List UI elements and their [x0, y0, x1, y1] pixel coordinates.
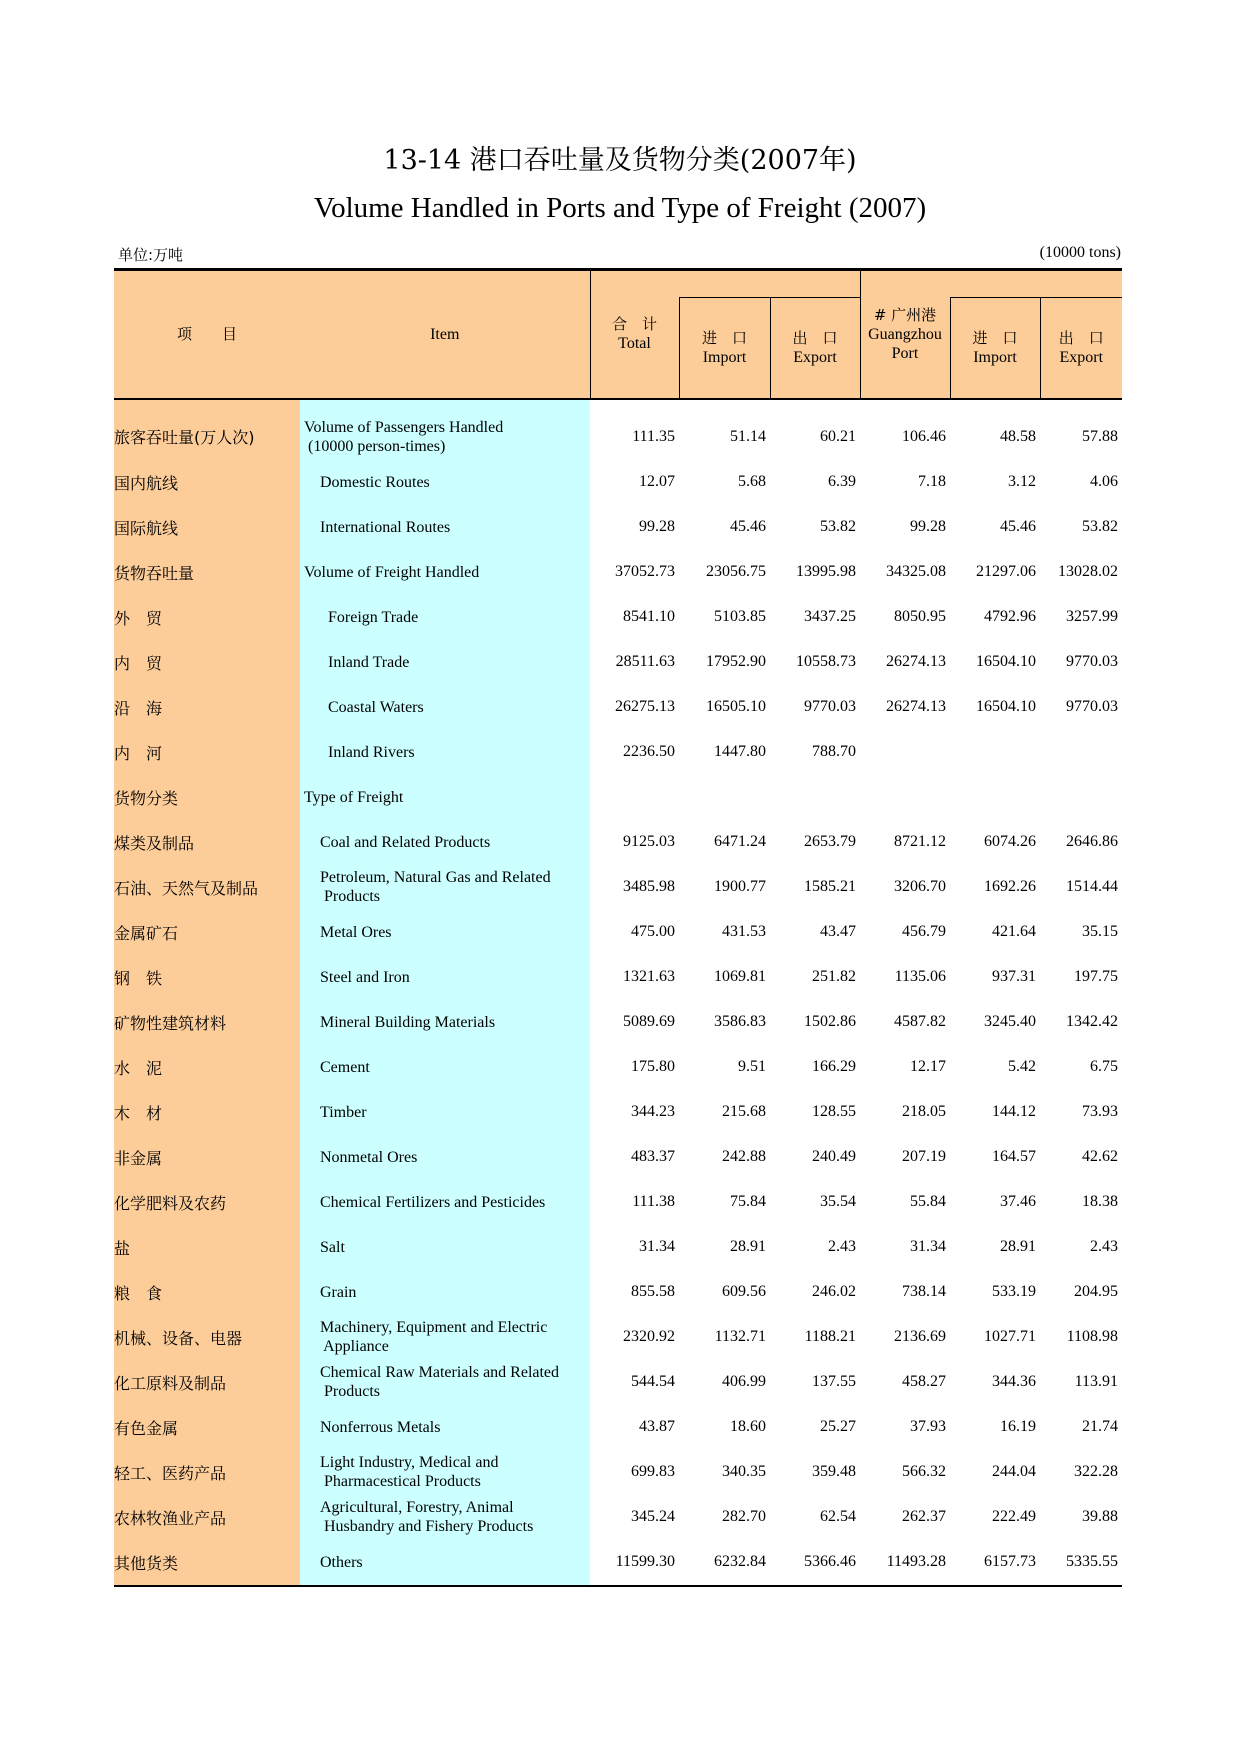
row-label-cn: 非金属 — [114, 1135, 300, 1180]
cell-total: 5089.69 — [623, 1013, 675, 1030]
cell-port-import: 21297.06 — [976, 563, 1036, 580]
cell-total: 28511.63 — [615, 653, 675, 670]
row-label-en-line1: Volume of Passengers Handled — [304, 418, 504, 436]
cell-export: 788.70 — [812, 743, 856, 760]
cell-total: 111.38 — [632, 1193, 675, 1210]
table-header — [114, 270, 1122, 399]
cell-port-import — [950, 775, 1040, 820]
cell-import: 340.35 — [722, 1463, 766, 1480]
cell-export: 1188.21 — [804, 1328, 856, 1345]
cell-port-export: 42.62 — [1082, 1148, 1118, 1165]
cell-port-import: 1692.26 — [984, 878, 1036, 895]
cell-import: 215.68 — [722, 1103, 766, 1120]
cell-total: 2236.50 — [623, 743, 675, 760]
cell-import: 5.68 — [738, 473, 766, 490]
cell-port-import: 16.19 — [1000, 1418, 1036, 1435]
cell-total: 31.34 — [639, 1238, 675, 1255]
cell-total: 175.80 — [631, 1058, 675, 1075]
row-label-cn: 轻工、医药产品 — [114, 1450, 300, 1495]
cell-port-export: 4.06 — [1090, 473, 1118, 490]
row-label-en — [300, 1495, 590, 1540]
cell-port-total: 207.19 — [902, 1148, 946, 1165]
cell-export: 166.29 — [812, 1058, 856, 1075]
row-label-en — [300, 460, 590, 505]
table-row — [114, 550, 1122, 595]
table-row — [114, 460, 1122, 505]
cell-import: 18.60 — [730, 1418, 766, 1435]
row-label-cn: 水 泥 — [114, 1045, 300, 1090]
row-label-en — [300, 685, 590, 730]
cell-port-import: 344.36 — [992, 1373, 1036, 1390]
table-row — [114, 1270, 1122, 1315]
cell-port-total: 566.32 — [902, 1463, 946, 1480]
row-label-en — [300, 1180, 590, 1225]
cell-total: 26275.13 — [615, 698, 675, 715]
cell-export: 128.55 — [812, 1103, 856, 1120]
row-label-cn: 煤类及制品 — [114, 820, 300, 865]
cell-port-export: 18.38 — [1082, 1193, 1118, 1210]
cell-port-export: 322.28 — [1074, 1463, 1118, 1480]
row-label-cn: 石油、天然气及制品 — [114, 865, 300, 910]
row-label-en-line1: Petroleum, Natural Gas and Related — [320, 869, 551, 886]
row-label-en — [300, 595, 590, 640]
port-volume-table — [114, 268, 1122, 1587]
cell-port-import: 421.64 — [992, 923, 1036, 940]
header-total — [590, 270, 679, 399]
row-label-en — [300, 1405, 590, 1450]
table-row — [114, 865, 1122, 910]
row-label-en — [300, 1540, 590, 1586]
cell-port-import: 1027.71 — [984, 1328, 1036, 1345]
cell-total: 475.00 — [631, 923, 675, 940]
unit-label-en: (10000 tons) — [1039, 244, 1121, 261]
row-label-en-line1: Timber — [320, 1103, 367, 1121]
row-label-cn: 钢 铁 — [114, 955, 300, 1000]
table-row — [114, 505, 1122, 550]
cell-import: 16505.10 — [706, 698, 766, 715]
cell-export: 25.27 — [820, 1418, 856, 1435]
header-import-2-cn: 进 口 — [972, 328, 1018, 347]
row-label-en-line1: Type of Freight — [304, 788, 404, 806]
row-label-en-line1: Grain — [320, 1283, 357, 1301]
cell-export: 1502.86 — [804, 1013, 856, 1030]
header-total-cn: 合 计 — [611, 315, 657, 334]
row-label-en — [300, 1090, 590, 1135]
cell-total — [590, 775, 679, 820]
cell-import: 1447.80 — [714, 743, 766, 760]
cell-import: 75.84 — [730, 1193, 766, 1210]
cell-export: 2653.79 — [804, 833, 856, 850]
cell-port-total: 262.37 — [902, 1508, 946, 1525]
table-row — [114, 685, 1122, 730]
cell-port-export: 2.43 — [1090, 1238, 1118, 1255]
row-label-en-line1: Inland Trade — [328, 653, 410, 671]
cell-port-import: 144.12 — [992, 1103, 1036, 1120]
row-label-en — [300, 910, 590, 955]
row-label-cn: 盐 — [114, 1225, 300, 1270]
cell-port-import: 6157.73 — [950, 1540, 1040, 1586]
table-row — [114, 1045, 1122, 1090]
cell-port-export: 1342.42 — [1066, 1013, 1118, 1030]
cell-export: 2.43 — [828, 1238, 856, 1255]
row-label-cn: 化工原料及制品 — [114, 1360, 300, 1405]
cell-export: 6.39 — [828, 473, 856, 490]
row-label-cn: 机械、设备、电器 — [114, 1315, 300, 1360]
header-import-1-en: Import — [702, 348, 747, 366]
cell-total: 8541.10 — [623, 608, 675, 625]
cell-port-total: 12.17 — [910, 1058, 946, 1075]
row-label-cn: 农林牧渔业产品 — [114, 1495, 300, 1540]
cell-import: 23056.75 — [706, 563, 766, 580]
cell-total: 37052.73 — [615, 563, 675, 580]
cell-total: 345.24 — [631, 1508, 675, 1525]
cell-export: 246.02 — [812, 1283, 856, 1300]
cell-import: 282.70 — [722, 1508, 766, 1525]
row-label-en — [300, 955, 590, 1000]
row-label-cn: 粮 食 — [114, 1270, 300, 1315]
cell-import: 609.56 — [722, 1283, 766, 1300]
cell-export — [770, 775, 860, 820]
cell-port-total: 8050.95 — [894, 608, 946, 625]
header-import-2 — [950, 298, 1040, 399]
header-import-1-cn: 进 口 — [701, 328, 747, 347]
cell-port-export: 204.95 — [1074, 1283, 1118, 1300]
cell-total: 9125.03 — [623, 833, 675, 850]
cell-port-total: 31.34 — [910, 1238, 946, 1255]
cell-import: 1132.71 — [714, 1328, 766, 1345]
page-title-en: Volume Handled in Ports and Type of Freight (2007) — [313, 192, 927, 224]
row-label-en-line1: Steel and Iron — [320, 968, 410, 986]
row-label-en-line1: Salt — [320, 1238, 345, 1256]
table-row — [114, 1360, 1122, 1405]
row-label-en-line1: Light Industry, Medical and — [320, 1454, 499, 1471]
cell-port-total: 7.18 — [918, 473, 946, 490]
cell-port-total — [860, 775, 950, 820]
table-row — [114, 1540, 1122, 1586]
row-label-en-line2: Husbandry and Fishery Products — [320, 1518, 534, 1535]
cell-import: 28.91 — [730, 1238, 766, 1255]
unit-label-cn: 单位:万吨 — [118, 246, 184, 264]
cell-total: 99.28 — [639, 518, 675, 535]
cell-port-export: 1514.44 — [1066, 878, 1118, 895]
table-row — [114, 955, 1122, 1000]
cell-import: 6232.84 — [679, 1540, 770, 1586]
cell-export: 1585.21 — [804, 878, 856, 895]
row-label-en-line1: Nonferrous Metals — [320, 1418, 441, 1436]
cell-port-export: 53.82 — [1082, 518, 1118, 535]
header-item-en: Item — [300, 270, 590, 399]
row-label-en — [300, 399, 590, 460]
cell-port-total: 55.84 — [910, 1193, 946, 1210]
cell-port-export: 73.93 — [1082, 1103, 1118, 1120]
header-spacer-1 — [679, 270, 860, 298]
cell-port-import: 28.91 — [1000, 1238, 1036, 1255]
header-export-2-en: Export — [1059, 348, 1104, 366]
cell-import: 3586.83 — [714, 1013, 766, 1030]
row-label-en — [300, 775, 590, 820]
row-label-cn: 内 河 — [114, 730, 300, 775]
row-label-en-line2: Pharmacestical Products — [320, 1473, 481, 1490]
cell-port-export: 113.91 — [1074, 1373, 1118, 1390]
cell-port-total: 99.28 — [910, 518, 946, 535]
cell-port-total: 34325.08 — [886, 563, 946, 580]
row-label-cn: 旅客吞吐量(万人次) — [114, 399, 300, 460]
cell-total: 11599.30 — [590, 1540, 679, 1586]
cell-import: 45.46 — [730, 518, 766, 535]
table-row — [114, 1135, 1122, 1180]
cell-port-total: 37.93 — [910, 1418, 946, 1435]
cell-port-import: 37.46 — [1000, 1193, 1036, 1210]
cell-port-export: 39.88 — [1082, 1508, 1118, 1525]
cell-port-export: 3257.99 — [1066, 608, 1118, 625]
cell-export: 137.55 — [812, 1373, 856, 1390]
row-label-cn: 其他货类 — [114, 1540, 300, 1586]
cell-port-import: 164.57 — [992, 1148, 1036, 1165]
cell-export: 35.54 — [820, 1193, 856, 1210]
header-port-en1: Guangzhou — [868, 325, 942, 343]
row-label-en-line2: Products — [320, 888, 380, 905]
row-label-en-line1: Cement — [320, 1058, 370, 1076]
cell-port-import: 16504.10 — [976, 698, 1036, 715]
row-label-cn: 内 贸 — [114, 640, 300, 685]
row-label-en-line1: Metal Ores — [320, 923, 392, 941]
row-label-cn: 货物吞吐量 — [114, 550, 300, 595]
row-label-en-line1: Coal and Related Products — [320, 833, 491, 851]
row-label-en — [300, 730, 590, 775]
cell-port-export: 5335.55 — [1040, 1540, 1122, 1586]
cell-total: 2320.92 — [623, 1328, 675, 1345]
row-label-en-line1: International Routes — [320, 518, 451, 536]
cell-port-total: 2136.69 — [894, 1328, 946, 1345]
cell-port-total: 4587.82 — [894, 1013, 946, 1030]
cell-port-export: 13028.02 — [1058, 563, 1118, 580]
table-row — [114, 399, 1122, 460]
row-label-cn: 货物分类 — [114, 775, 300, 820]
table-row — [114, 730, 1122, 775]
cell-import: 17952.90 — [706, 653, 766, 670]
cell-total: 483.37 — [631, 1148, 675, 1165]
cell-port-import: 6074.26 — [984, 833, 1036, 850]
row-label-en — [300, 550, 590, 595]
cell-import: 1069.81 — [714, 968, 766, 985]
cell-total: 43.87 — [639, 1418, 675, 1435]
cell-port-export: 9770.03 — [1066, 698, 1118, 715]
cell-export: 62.54 — [820, 1508, 856, 1525]
table-row — [114, 1450, 1122, 1495]
table-row — [114, 1225, 1122, 1270]
cell-port-total: 218.05 — [902, 1103, 946, 1120]
cell-port-export: 197.75 — [1074, 968, 1118, 985]
row-label-en — [300, 1315, 590, 1360]
table-row — [114, 1180, 1122, 1225]
cell-total: 855.58 — [631, 1283, 675, 1300]
header-export-2 — [1040, 298, 1122, 399]
row-label-en-line1: Others — [320, 1553, 363, 1571]
cell-port-export: 57.88 — [1082, 427, 1118, 445]
cell-total: 111.35 — [632, 427, 675, 445]
row-label-en-line2: Products — [320, 1383, 380, 1400]
cell-port-export: 35.15 — [1082, 923, 1118, 940]
row-label-en — [300, 1225, 590, 1270]
cell-port-import: 16504.10 — [976, 653, 1036, 670]
cell-import: 9.51 — [738, 1058, 766, 1075]
header-port — [860, 270, 950, 399]
table-row — [114, 1405, 1122, 1450]
cell-port-export: 2646.86 — [1066, 833, 1118, 850]
cell-import: 242.88 — [722, 1148, 766, 1165]
cell-port-import — [950, 730, 1040, 775]
row-label-cn: 外 贸 — [114, 595, 300, 640]
cell-port-import: 5.42 — [1008, 1058, 1036, 1075]
row-label-en — [300, 505, 590, 550]
header-export-1 — [770, 298, 860, 399]
header-spacer-2 — [950, 270, 1122, 298]
row-label-en — [300, 1000, 590, 1045]
row-label-en-line1: Inland Rivers — [328, 743, 415, 761]
cell-total: 344.23 — [631, 1103, 675, 1120]
cell-port-import: 533.19 — [992, 1283, 1036, 1300]
row-label-en — [300, 1450, 590, 1495]
cell-export: 60.21 — [820, 427, 856, 445]
header-export-1-cn: 出 口 — [792, 328, 838, 347]
table-row — [114, 1090, 1122, 1135]
cell-port-total: 106.46 — [902, 427, 946, 445]
row-label-en — [300, 640, 590, 685]
header-import-1 — [679, 298, 770, 399]
row-label-cn: 有色金属 — [114, 1405, 300, 1450]
header-export-2-cn: 出 口 — [1058, 328, 1104, 347]
cell-port-total: 26274.13 — [886, 698, 946, 715]
row-label-en-line1: Coastal Waters — [328, 698, 424, 716]
cell-import: 406.99 — [722, 1373, 766, 1390]
cell-port-import: 3245.40 — [984, 1013, 1036, 1030]
row-label-en-line1: Mineral Building Materials — [320, 1013, 496, 1031]
table-row — [114, 640, 1122, 685]
cell-port-total: 11493.28 — [860, 1540, 950, 1586]
cell-export: 359.48 — [812, 1463, 856, 1480]
row-label-cn: 木 材 — [114, 1090, 300, 1135]
cell-port-total: 458.27 — [902, 1373, 946, 1390]
cell-total: 544.54 — [631, 1373, 675, 1390]
cell-port-import: 48.58 — [1000, 427, 1036, 445]
row-label-cn: 金属矿石 — [114, 910, 300, 955]
header-import-2-en: Import — [973, 348, 1017, 366]
cell-export: 3437.25 — [804, 608, 856, 625]
cell-port-export: 21.74 — [1082, 1418, 1118, 1435]
page-title-cn: 13-14 港口吞吐量及货物分类(2007年) — [383, 145, 857, 176]
cell-export: 9770.03 — [804, 698, 856, 715]
cell-port-total: 1135.06 — [894, 968, 946, 985]
row-label-cn: 国内航线 — [114, 460, 300, 505]
cell-import: 431.53 — [722, 923, 766, 940]
cell-import: 5103.85 — [714, 608, 766, 625]
header-export-1-en: Export — [793, 348, 837, 366]
table-row — [114, 595, 1122, 640]
cell-import — [679, 775, 770, 820]
row-label-en — [300, 820, 590, 865]
cell-port-total: 8721.12 — [894, 833, 946, 850]
row-label-en — [300, 865, 590, 910]
cell-import: 51.14 — [730, 427, 766, 445]
row-label-en-line1: Agricultural, Forestry, Animal — [320, 1499, 514, 1516]
cell-port-export: 9770.03 — [1066, 653, 1118, 670]
row-label-en-line1: Domestic Routes — [320, 473, 430, 491]
cell-total: 3485.98 — [623, 878, 675, 895]
cell-export: 13995.98 — [796, 563, 856, 580]
table-row — [114, 775, 1122, 820]
cell-port-import: 244.04 — [992, 1463, 1036, 1480]
cell-port-total: 3206.70 — [894, 878, 946, 895]
row-label-en — [300, 1360, 590, 1405]
cell-port-total: 456.79 — [902, 923, 946, 940]
table-row — [114, 1000, 1122, 1045]
cell-export: 53.82 — [820, 518, 856, 535]
cell-port-export — [1040, 775, 1122, 820]
table-row — [114, 1315, 1122, 1360]
cell-port-export: 1108.98 — [1066, 1328, 1118, 1345]
row-label-en — [300, 1270, 590, 1315]
row-label-cn: 化学肥料及农药 — [114, 1180, 300, 1225]
cell-port-export — [1040, 730, 1122, 775]
table-row — [114, 910, 1122, 955]
cell-import: 1900.77 — [714, 878, 766, 895]
cell-total: 699.83 — [631, 1463, 675, 1480]
row-label-en-line1: Chemical Raw Materials and Related — [320, 1364, 560, 1381]
row-label-en-line1: Volume of Freight Handled — [304, 563, 480, 581]
row-label-en-line2: Appliance — [320, 1338, 389, 1355]
row-label-en — [300, 1045, 590, 1090]
row-label-cn: 矿物性建筑材料 — [114, 1000, 300, 1045]
cell-total: 1321.63 — [623, 968, 675, 985]
row-label-cn: 国际航线 — [114, 505, 300, 550]
header-port-cn: # 广州港 — [873, 305, 937, 324]
cell-port-total — [860, 730, 950, 775]
table-row — [114, 820, 1122, 865]
cell-port-total: 738.14 — [902, 1283, 946, 1300]
cell-port-import: 3.12 — [1008, 473, 1036, 490]
table-body — [114, 399, 1122, 1586]
row-label-en — [300, 1135, 590, 1180]
row-label-en-line1: Chemical Fertilizers and Pesticides — [320, 1193, 546, 1211]
cell-export: 10558.73 — [796, 653, 856, 670]
cell-import: 6471.24 — [714, 833, 766, 850]
cell-port-import: 4792.96 — [984, 608, 1036, 625]
header-port-en2: Port — [891, 344, 919, 362]
row-label-en-line1: Machinery, Equipment and Electric — [320, 1319, 548, 1336]
cell-port-total: 26274.13 — [886, 653, 946, 670]
cell-export: 251.82 — [812, 968, 856, 985]
row-label-en-line1: Nonmetal Ores — [320, 1148, 418, 1166]
cell-export: 5366.46 — [770, 1540, 860, 1586]
row-label-en-line1: Foreign Trade — [328, 608, 419, 626]
cell-export: 240.49 — [812, 1148, 856, 1165]
header-total-en: Total — [618, 335, 651, 353]
cell-export: 43.47 — [820, 923, 856, 940]
cell-total: 12.07 — [639, 473, 675, 490]
header-item-cn: 项 目 — [114, 270, 300, 399]
cell-port-import: 937.31 — [992, 968, 1036, 985]
cell-port-export: 6.75 — [1090, 1058, 1118, 1075]
row-label-cn: 沿 海 — [114, 685, 300, 730]
row-label-en-line2: (10000 person-times) — [304, 437, 446, 455]
cell-port-import: 45.46 — [1000, 518, 1036, 535]
table-row — [114, 1495, 1122, 1540]
cell-port-import: 222.49 — [992, 1508, 1036, 1525]
